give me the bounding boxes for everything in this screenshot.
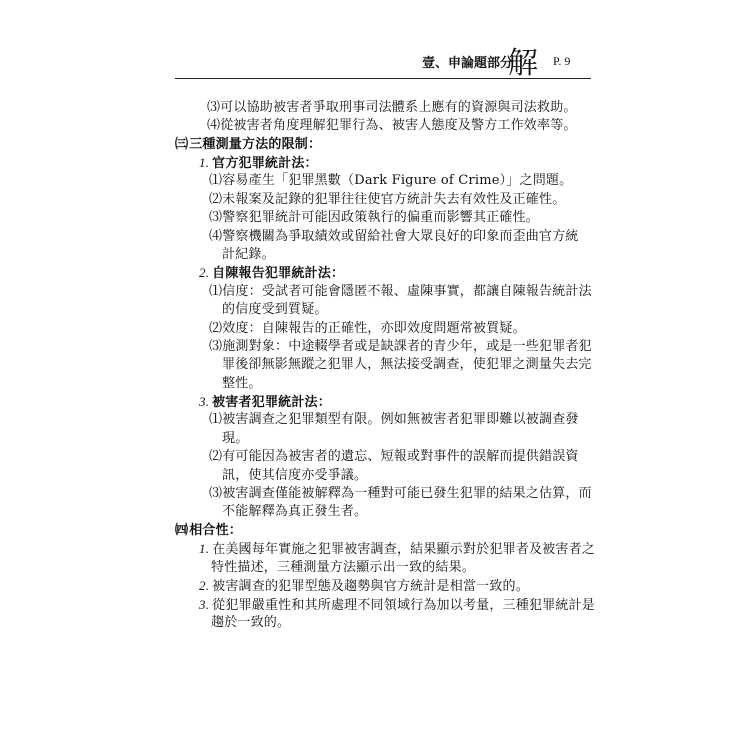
- body-line: ⑵有可能因為被害者的遺忘、短報或對事件的誤解而提供錯誤資: [209, 449, 579, 464]
- subsection-heading: [199, 264, 344, 283]
- section-marker: ㈢: [175, 137, 189, 152]
- header-rule: [175, 78, 591, 79]
- body-line: ⑷從被害者角度理解犯罪行為、被害人態度及警方工作效率等。: [207, 118, 577, 133]
- body-line: ⑵未報案及記錄的犯罪往往使官方統計失去有效性及正確性。: [209, 192, 566, 207]
- numbered-item: [199, 596, 595, 615]
- item-number: 1.: [199, 541, 210, 556]
- subsection-heading: [199, 393, 331, 412]
- body-line: ⑶施測對象：中途輟學者或是缺課者的青少年，或是一些犯罪者犯: [209, 339, 592, 354]
- body-line: ⑴被害調查之犯罪類型有限。例如無被害者犯罪即難以被調查發: [209, 412, 579, 427]
- body-line: 整性。: [222, 376, 262, 391]
- item-text: 在美國每年實施之犯罪被害調查，結果顯示對於犯罪者及被害者之: [212, 542, 595, 557]
- body-line: 計紀錄。: [222, 247, 275, 262]
- header-section-title: 壹、申論題部分: [422, 56, 514, 71]
- page-header: [0, 0, 750, 80]
- body-line: ⑵效度：自陳報告的正確性，亦即效度問題常被質疑。: [209, 321, 526, 336]
- subsection-number: 2.: [199, 265, 210, 280]
- body-line: ⑶警察犯罪統計可能因政策執行的偏重而影響其正確性。: [209, 210, 540, 225]
- subsection-number: 3.: [199, 394, 210, 409]
- section-heading-4: [175, 522, 242, 540]
- subsection-title: 官方犯罪統計法：: [212, 156, 318, 171]
- header-answer-mark: 解: [508, 46, 538, 81]
- body-line: 訊，使其信度亦受爭議。: [222, 468, 368, 483]
- subsection-title: 自陳報告犯罪統計法：: [212, 266, 345, 281]
- numbered-item: [199, 540, 595, 559]
- body-line: ⑴信度：受試者可能會隱匿不報、虛陳事實，都讓自陳報告統計法: [209, 284, 592, 299]
- section-title: 相合性：: [189, 523, 243, 538]
- body-line: 現。: [222, 431, 249, 446]
- section-heading-3: [175, 136, 321, 154]
- section-title: 三種測量方法的限制：: [189, 137, 322, 152]
- body-line: 的信度受到質疑。: [222, 302, 328, 317]
- body-line: 不能解釋為真正發生者。: [222, 504, 368, 519]
- body-line: 罪後卻無影無蹤之犯罪人，無法接受調查，使犯罪之測量失去完: [222, 357, 592, 372]
- numbered-item: [199, 577, 529, 596]
- body-line: 趨於一致的。: [211, 615, 291, 630]
- item-text: 從犯罪嚴重性和其所處理不同領域行為加以考量，三種犯罪統計是: [212, 598, 595, 613]
- subsection-title: 被害者犯罪統計法：: [212, 395, 331, 410]
- item-number: 2.: [199, 578, 210, 593]
- page-number: P. 9: [553, 54, 571, 68]
- item-text: 被害調查的犯罪型態及趨勢與官方統計是相當一致的。: [212, 579, 529, 594]
- body-line: ⑶被害調查僅能被解釋為一種對可能已發生犯罪的結果之估算，而: [209, 486, 592, 501]
- body-line: ⑶可以協助被害者爭取刑事司法體系上應有的資源與司法救助。: [207, 100, 577, 115]
- body-line: ⑷警察機關為爭取績效或留給社會大眾良好的印象而歪曲官方統: [209, 229, 579, 244]
- section-marker: ㈣: [175, 523, 189, 538]
- body-line: ⑴容易產生「犯罪黑數（Dark Figure of Crime）」之問題。: [209, 173, 573, 188]
- subsection-heading: [199, 154, 318, 173]
- body-line: 特性描述，三種測量方法顯示出一致的結果。: [211, 560, 476, 575]
- item-number: 3.: [199, 597, 210, 612]
- subsection-number: 1.: [199, 155, 210, 170]
